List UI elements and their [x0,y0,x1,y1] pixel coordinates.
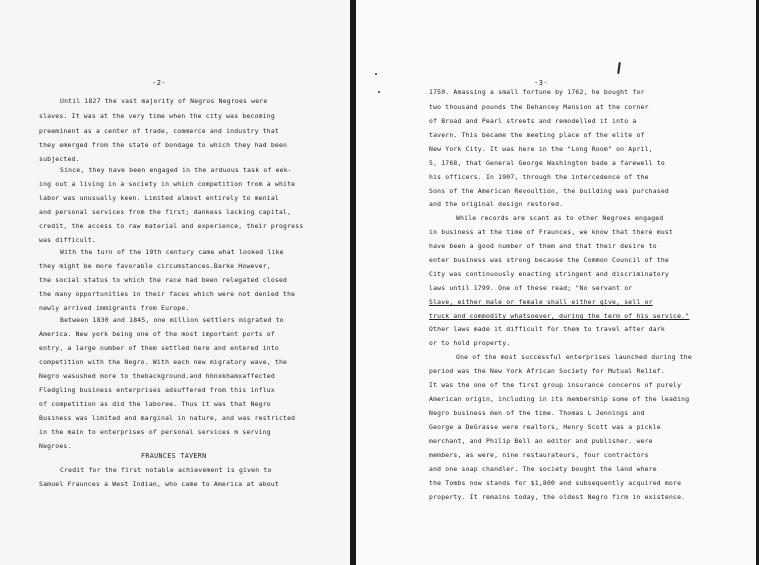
text-line: Samuel Fraunces a West Indian, who came to America at about [39,480,279,488]
text-line: Between 1830 and 1845, one million settlers migrated to [60,316,284,324]
text-line: 5, 1768, that General George Washington bade a farewell to [429,159,665,167]
text-line: One of the most successful enterprises launched during the [456,353,692,361]
page-number-left: -2- [152,79,167,87]
text-line: George a DeGrasse were realtors, Henry Scott was a pickle [429,423,661,431]
text-line: labor was unusually keen. Limited almost entirely to menial [39,194,279,202]
text-line: Since, they have been engaged in the arduous task of eek- [60,166,292,174]
text-line: period was the New York African Society for Mutual Relief. [429,367,665,375]
left-document-page [0,0,350,565]
text-line: slaves. It was at the very time when the city was becoming [39,112,275,120]
text-line: his officers. In 1907, through the intercedence of the [429,173,649,181]
page-number-right: -3- [534,79,549,87]
text-line: Business was limited and marginal in nature, and was restricted [39,414,296,422]
text-line: they emerged from the state of bondage to which they had been [39,141,288,149]
quoted-law-line: Slave, either male or female shall either give, sell or [429,298,653,306]
pen-mark [617,62,621,74]
text-line: in business at the time of Fraunces, we know that there must [429,228,674,236]
text-line: merchant, and Philip Bell an editor and publisher. were [429,437,653,445]
text-line: Other laws made it difficult for them to travel after dark [429,325,665,333]
text-line: subjected. [39,155,80,163]
text-line: City was continuously enacting stringent and discriminatory [429,270,669,278]
text-line: tavern. This became the meeting place of the elite of [429,131,645,139]
text-line: have been a good number of them and that their desire to [429,242,657,250]
text-line: property. It remains today, the oldest Negro firm in existence. [429,493,686,501]
text-line: laws until 1799. One of these read; "No servant or [429,284,633,292]
text-line: With the turn of the 19th century came what looked like [60,248,284,256]
text-line: New York City. It was here in the "Long Room" on April, [429,145,653,153]
text-line: 1750. Amassing a small fortune by 1762, he bought for [429,88,645,96]
text-line: preeminent as a center of trade, commerce and industry that [39,127,279,135]
text-line: in the main to enterprises of personal services m serving [39,428,271,436]
text-line: Until 1827 the vast majority of Negros Negroes were [60,97,268,105]
text-line: members, as were, nine restaurateurs, four contractors [429,451,649,459]
text-line: of Broad and Pearl streets and remodelled it into a [429,117,637,125]
text-line: It was the one of the first group insurance concerns of purely [429,381,682,389]
stray-mark [378,91,380,93]
text-line: entry, a large number of them settled here and entered into [39,344,279,352]
text-line: Negroes. [39,442,72,450]
text-line: and the original design restored. [429,200,564,208]
text-line: Credit for the first notable achievement is given to [60,466,272,474]
stray-mark [375,73,377,75]
text-line: enter business was strong because the Common Council of the [429,256,669,264]
text-line: credit, the access to raw material and experience, their progress [39,222,304,230]
text-line: While records are scant as to other Negroes engaged [456,214,664,222]
text-line: the many opportunities in their faces which were not denied the [39,290,296,298]
text-line: and one soap chandler. The society bought the land where [429,465,657,473]
text-line: and personal services from the first; dankess lacking capital, [39,208,292,216]
text-line: Sons of the American Revoultion, the building was purchased [429,187,669,195]
right-document-page [356,0,756,565]
text-line: of competition as did the laboree. Thus it was that Negro [39,400,271,408]
text-line: ing out a living in a society in which competition from a white [39,180,296,188]
text-line: the social status to which the race had been relegated closed [39,276,288,284]
section-heading: FRAUNCES TAVERN [141,452,207,460]
text-line: or to hold property. [429,339,511,347]
text-line: the Tombs now stands for $1,800 and subsequently acquired more [429,479,682,487]
quoted-law-line: truck and commodity whatsoever, during the term of his service." [429,312,690,320]
text-line: they might be more favorable circumstances.Barke However, [39,262,271,270]
text-line: newly arrived immigrants from Europe. [39,304,190,312]
text-line: two thousand pounds the Dehancey Mansion at the corner [429,103,649,111]
text-line: was difficult. [39,236,96,244]
text-line: American origin, including in its membership some of the leading [429,395,690,403]
text-line: Fledgling business enterprises adsuffered from this influx [39,386,275,394]
text-line: Negro business men of the time. Thomas L Jennings and [429,409,645,417]
text-line: competition with the Negro. With each new migratory wave, the [39,358,288,366]
text-line: Negro wasushed more to thebackground.and hhnxkhamxaffected [39,372,275,380]
text-line: America. New york being one of the most important ports of [39,330,275,338]
